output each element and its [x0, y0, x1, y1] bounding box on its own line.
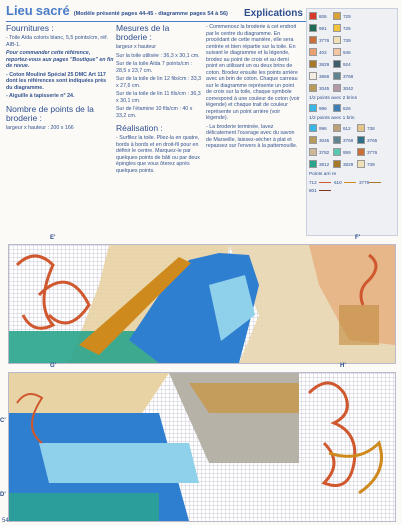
legend-dmc-612-label: 612 — [343, 125, 351, 131]
canal-lower-highlight — [39, 443, 199, 483]
title-word-2: sacré — [35, 3, 70, 18]
legend-dmc-402-swatch — [309, 48, 317, 56]
legend-dmc-3045-swatch — [309, 136, 317, 144]
text-explication-2: - La broderie terminée, lavez délicatement l'ouvrage avec du savon de Marseille, laissez-sécher à plat et repassez sur l'envers à la pattemouille. — [206, 123, 298, 149]
legend-section-2-brins: 1/2 points avec 2 brins — [309, 96, 357, 101]
legend-dmc-739-label: 739 — [343, 37, 351, 43]
title-word-1: Lieu — [6, 3, 33, 18]
legend-section-points-arriere: Points arri re — [309, 172, 337, 177]
text-coton: - Coton Mouliné Spécial 25 DMC Art 117 dont les références sont indiquées près du diagramme. — [6, 71, 107, 91]
legend-backstitch-801-line — [319, 190, 331, 191]
legend-backstitch-610-line — [344, 182, 356, 183]
column-fournitures — [6, 24, 114, 133]
legend-dmc-606-swatch — [309, 12, 317, 20]
header-rule — [6, 21, 306, 22]
monogram-swirl-top-left — [17, 256, 89, 328]
legend-dmc-3829-label: 3829 — [343, 161, 354, 167]
legend-dmc-826-swatch — [333, 104, 341, 112]
legend-backstitch-712-line — [319, 182, 331, 183]
text-commander: Pour commander cette référence, reportez-vous aux pages "Boutique" en fin de revue. — [6, 50, 114, 69]
cross-stitch-pattern-top — [9, 245, 395, 363]
building-door — [339, 305, 379, 345]
legend-backstitch-3776-label: 3776 — [359, 180, 370, 185]
legend-dmc-924-label: 924 — [343, 61, 351, 67]
text-toile: - Toile Aïda coloris blanc, 5,5 points/cm, réf. AIB-1. — [6, 35, 109, 48]
legend-dmc-3829-label: 3829 — [319, 61, 330, 67]
legend-dmc-3782-swatch — [309, 148, 317, 156]
legend-row — [309, 60, 357, 68]
text-mesure-4: Sur de la toile de lin 11 fils/cm : 36,3 x 30,1 cm. — [116, 91, 201, 104]
legend-dmc-3045-label: 3045 — [319, 137, 330, 143]
legend-dmc-3045-swatch — [309, 84, 317, 92]
legend-dmc-3866-swatch — [309, 72, 317, 80]
marker-h: H' — [340, 363, 346, 369]
legend-dmc-996-label: 996 — [319, 105, 327, 111]
legend-dmc-739-label: 739 — [367, 161, 375, 167]
legend-row — [309, 72, 357, 80]
text-largeur: largeur x hauteur — [116, 44, 157, 50]
legend-dmc-725-label: 725 — [343, 25, 351, 31]
subtitle: (Modèle présenté pages 44-45 - diagramme pages 54 à 56) — [73, 11, 228, 17]
legend-backstitch-610-label: 610 — [334, 180, 342, 185]
legend-backstitch-712-label: 712 — [309, 180, 317, 185]
legend-dmc-3768-swatch — [333, 136, 341, 144]
legend-row — [309, 124, 381, 132]
legend-dmc-826-label: 826 — [343, 105, 351, 111]
legend-backstitch-row — [309, 188, 334, 193]
page-number: 54 — [2, 518, 9, 524]
legend-dmc-3768-label: 3768 — [343, 73, 354, 79]
text-mesure-5: Sur de l'étamine 10 fils/cm : 40 x 33,2 cm. — [116, 106, 193, 119]
column-explications — [206, 24, 300, 152]
legend-dmc-3768-swatch — [333, 72, 341, 80]
legend-backstitch-3776-line — [369, 182, 381, 183]
monogram-lower-right-red — [309, 383, 355, 486]
legend-dmc-3765-swatch — [357, 136, 365, 144]
text-dimensions: largeur x hauteur : 200 x 166 — [6, 124, 74, 131]
legend-dmc-3782-label: 3782 — [319, 149, 330, 155]
legend-dmc-725-swatch — [333, 24, 341, 32]
heading-mesures: Mesures de la broderie : — [116, 23, 170, 42]
legend-dmc-3829-swatch — [309, 60, 317, 68]
canal-green-lower — [9, 493, 159, 521]
legend-dmc-729-swatch — [333, 12, 341, 20]
legend-dmc-3768-label: 3768 — [343, 137, 354, 143]
chart-grid-top — [8, 244, 396, 364]
legend-dmc-3042-swatch — [333, 84, 341, 92]
column-mesures — [116, 24, 202, 176]
legend-dmc-959-swatch — [333, 148, 341, 156]
legend-dmc-606-label: 606 — [319, 13, 327, 19]
legend-dmc-612-swatch — [333, 124, 341, 132]
text-mesure-3: Sur de la toile de lin 12 fils/cm : 33,3 x 27,6 cm. — [116, 76, 202, 89]
legend-dmc-3812-swatch — [309, 160, 317, 168]
legend-backstitch-row — [309, 180, 384, 185]
legend-dmc-3776-swatch — [357, 148, 365, 156]
text-mesure-2: Sur de la toile Aïda 7 points/cm : 28,5 x 23,7 cm. — [116, 61, 192, 74]
legend-section-1-brin: 1/2 points avec 1 brin — [309, 116, 355, 121]
cross-stitch-pattern-bottom — [9, 373, 395, 521]
legend-row — [309, 24, 357, 32]
text-mesure-1: Sur la toile utilisée : 36,3 x 30,1 cm. — [116, 52, 200, 59]
heading-nombre-points: Nombre de points de la broderie : — [6, 103, 94, 123]
marker-g: G' — [50, 363, 57, 369]
legend-dmc-402-label: 402 — [319, 49, 327, 55]
heading-fournitures: Fournitures : — [6, 23, 54, 33]
legend-dmc-3042-label: 3042 — [343, 85, 354, 91]
legend-dmc-991-swatch — [309, 24, 317, 32]
legend-dmc-991-label: 991 — [319, 25, 327, 31]
legend-row — [309, 160, 381, 168]
legend-dmc-3776-label: 3776 — [367, 149, 378, 155]
legend-dmc-738-label: 738 — [367, 125, 375, 131]
legend-dmc-729-label: 729 — [343, 13, 351, 19]
explications-heading: Explications — [244, 8, 303, 19]
heading-realisation: Réalisation : — [116, 123, 163, 133]
marker-f: F' — [355, 235, 361, 241]
legend-row — [309, 136, 381, 144]
legend-dmc-3776-swatch — [309, 36, 317, 44]
legend-dmc-945-swatch — [333, 48, 341, 56]
legend-backstitch-801-label: 801 — [309, 188, 317, 193]
legend-row — [309, 36, 357, 44]
marker-c: C' — [0, 418, 6, 424]
legend-dmc-3776-label: 3776 — [319, 37, 330, 43]
text-explication-1: - Commencez la broderie à cet endroit par le centre du diagramme. En procédant de cette manière, elle sera centrée et bien répartie sur la toile. En suivant le diagramme et la légende, brodez au point de croix et au demi point en utilisant un ou deux brins de coton. Brodez ensuite les points arrière avec un brin de coton. Chaque carreau sur le diagramme représente un point de croix sur la toile, chaque symbole correspond à une couleur de coton (voir légende) et chaque trait de couleur représente un point arrière (voir légende). — [206, 24, 300, 121]
marker-e: E' — [50, 235, 56, 241]
legend-row — [309, 148, 381, 156]
marker-d: D' — [0, 492, 6, 498]
chart-grid-bottom — [8, 372, 396, 522]
legend-dmc-996-swatch — [309, 104, 317, 112]
legend-dmc-945-label: 945 — [343, 49, 351, 55]
legend-dmc-739-swatch — [333, 36, 341, 44]
legend-dmc-996-swatch — [309, 124, 317, 132]
color-legend — [306, 8, 398, 236]
text-realisation: - Surfilez la toile. Pliez-la en quatre, bords à bords et en droit-fil pour en définir le centre. Marquez-le par quelques points de bâti ou par deux épingles que vous ôterez après quelques points. — [116, 135, 200, 174]
legend-dmc-739-swatch — [357, 160, 365, 168]
legend-dmc-924-swatch — [333, 60, 341, 68]
legend-row — [309, 48, 357, 56]
text-aiguille: - Aiguille à tapisserie n° 24. — [6, 93, 75, 99]
legend-dmc-3829-swatch — [333, 160, 341, 168]
legend-dmc-3765-label: 3765 — [367, 137, 378, 143]
legend-dmc-959-label: 959 — [343, 149, 351, 155]
legend-dmc-3866-label: 3866 — [319, 73, 330, 79]
legend-dmc-3812-label: 3812 — [319, 161, 330, 167]
legend-dmc-996-label: 996 — [319, 125, 327, 131]
legend-row — [309, 104, 357, 112]
legend-dmc-738-swatch — [357, 124, 365, 132]
legend-row — [309, 84, 357, 92]
legend-dmc-3045-label: 3045 — [319, 85, 330, 91]
legend-row — [309, 12, 357, 20]
